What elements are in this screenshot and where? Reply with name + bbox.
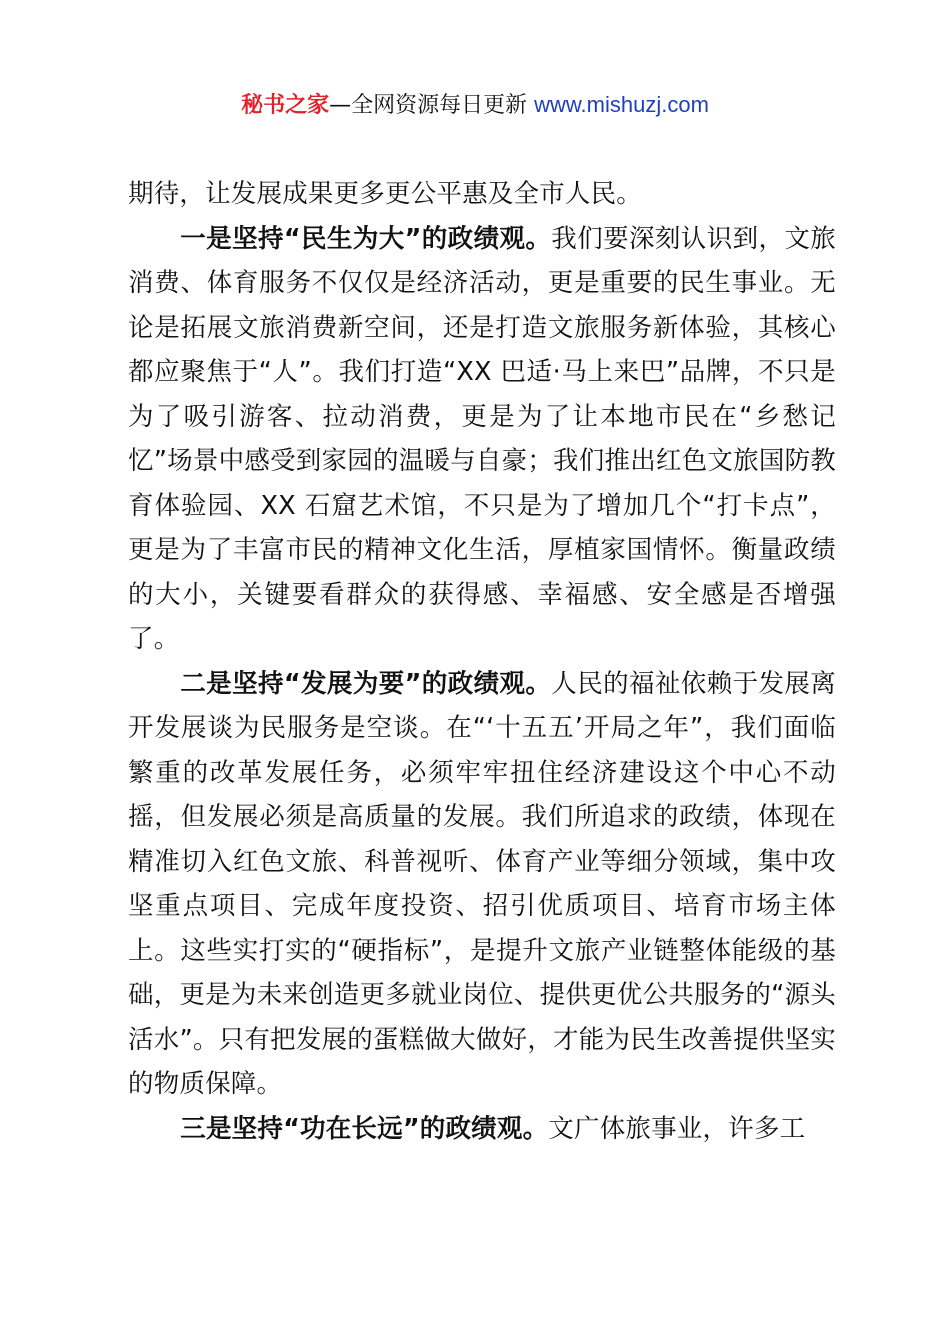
- header-tagline: —全网资源每日更新: [329, 93, 535, 118]
- site-url-link[interactable]: www.mishuzj.com: [534, 92, 709, 117]
- paragraph-point-two: [128, 662, 836, 1107]
- site-header: [0, 88, 950, 123]
- paragraph-text: 人民的福祉依赖于发展离开发展谈为民服务是空谈。在“‘十五五’开局之年”，我们面临繁重的改革发展任务，必须牢牢扭住经济建设这个中心不动摇，但发展必须是高质量的发展。我们所追求的政绩，体现在精准切入红色文旅、科普视听、体育产业等细分领域，集中攻坚重点项目、完成年度投资、招引优质项目、培育市场主体上。这些实打实的“硬指标”，是提升文旅产业链整体能级的基础，更是为未来创造更多就业岗位、提供更优公共服务的“源头活水”。只有把发展的蛋糕做大做好，才能为民生改善提供坚实的物质保障。: [128, 668, 836, 1099]
- paragraph-text: 文广体旅事业，许多工: [548, 1113, 806, 1144]
- paragraph-heading: 三是坚持“功在长远”的政绩观。: [180, 1113, 549, 1144]
- document-body: [128, 172, 836, 1151]
- paragraph-intro-continuation: [128, 172, 836, 217]
- paragraph-point-one: [128, 217, 836, 662]
- paragraph-text: 期待，让发展成果更多更公平惠及全市人民。: [128, 179, 643, 209]
- paragraph-point-three: [128, 1107, 836, 1152]
- paragraph-heading: 一是坚持“民生为大”的政绩观。: [180, 223, 552, 254]
- brand-name: 秘书之家: [241, 93, 330, 118]
- paragraph-heading: 二是坚持“发展为要”的政绩观。: [180, 668, 552, 699]
- paragraph-text: 我们要深刻认识到，文旅消费、体育服务不仅仅是经济活动，更是重要的民生事业。无论是拓展文旅消费新空间，还是打造文旅服务新体验，其核心都应聚焦于“人”。我们打造“XX 巴适·马上来巴”品牌，不只是为了吸引游客、拉动消费，更是为了让本地市民在“乡愁记忆”场景中感受到家园的温暖与自豪；我们推出红色文旅国防教育体验园、XX 石窟艺术馆，不只是为了增加几个“打卡点”，更是为了丰富市民的精神文化生活，厚植家国情怀。衡量政绩的大小，关键要看群众的获得感、幸福感、安全感是否增强了。: [128, 223, 836, 654]
